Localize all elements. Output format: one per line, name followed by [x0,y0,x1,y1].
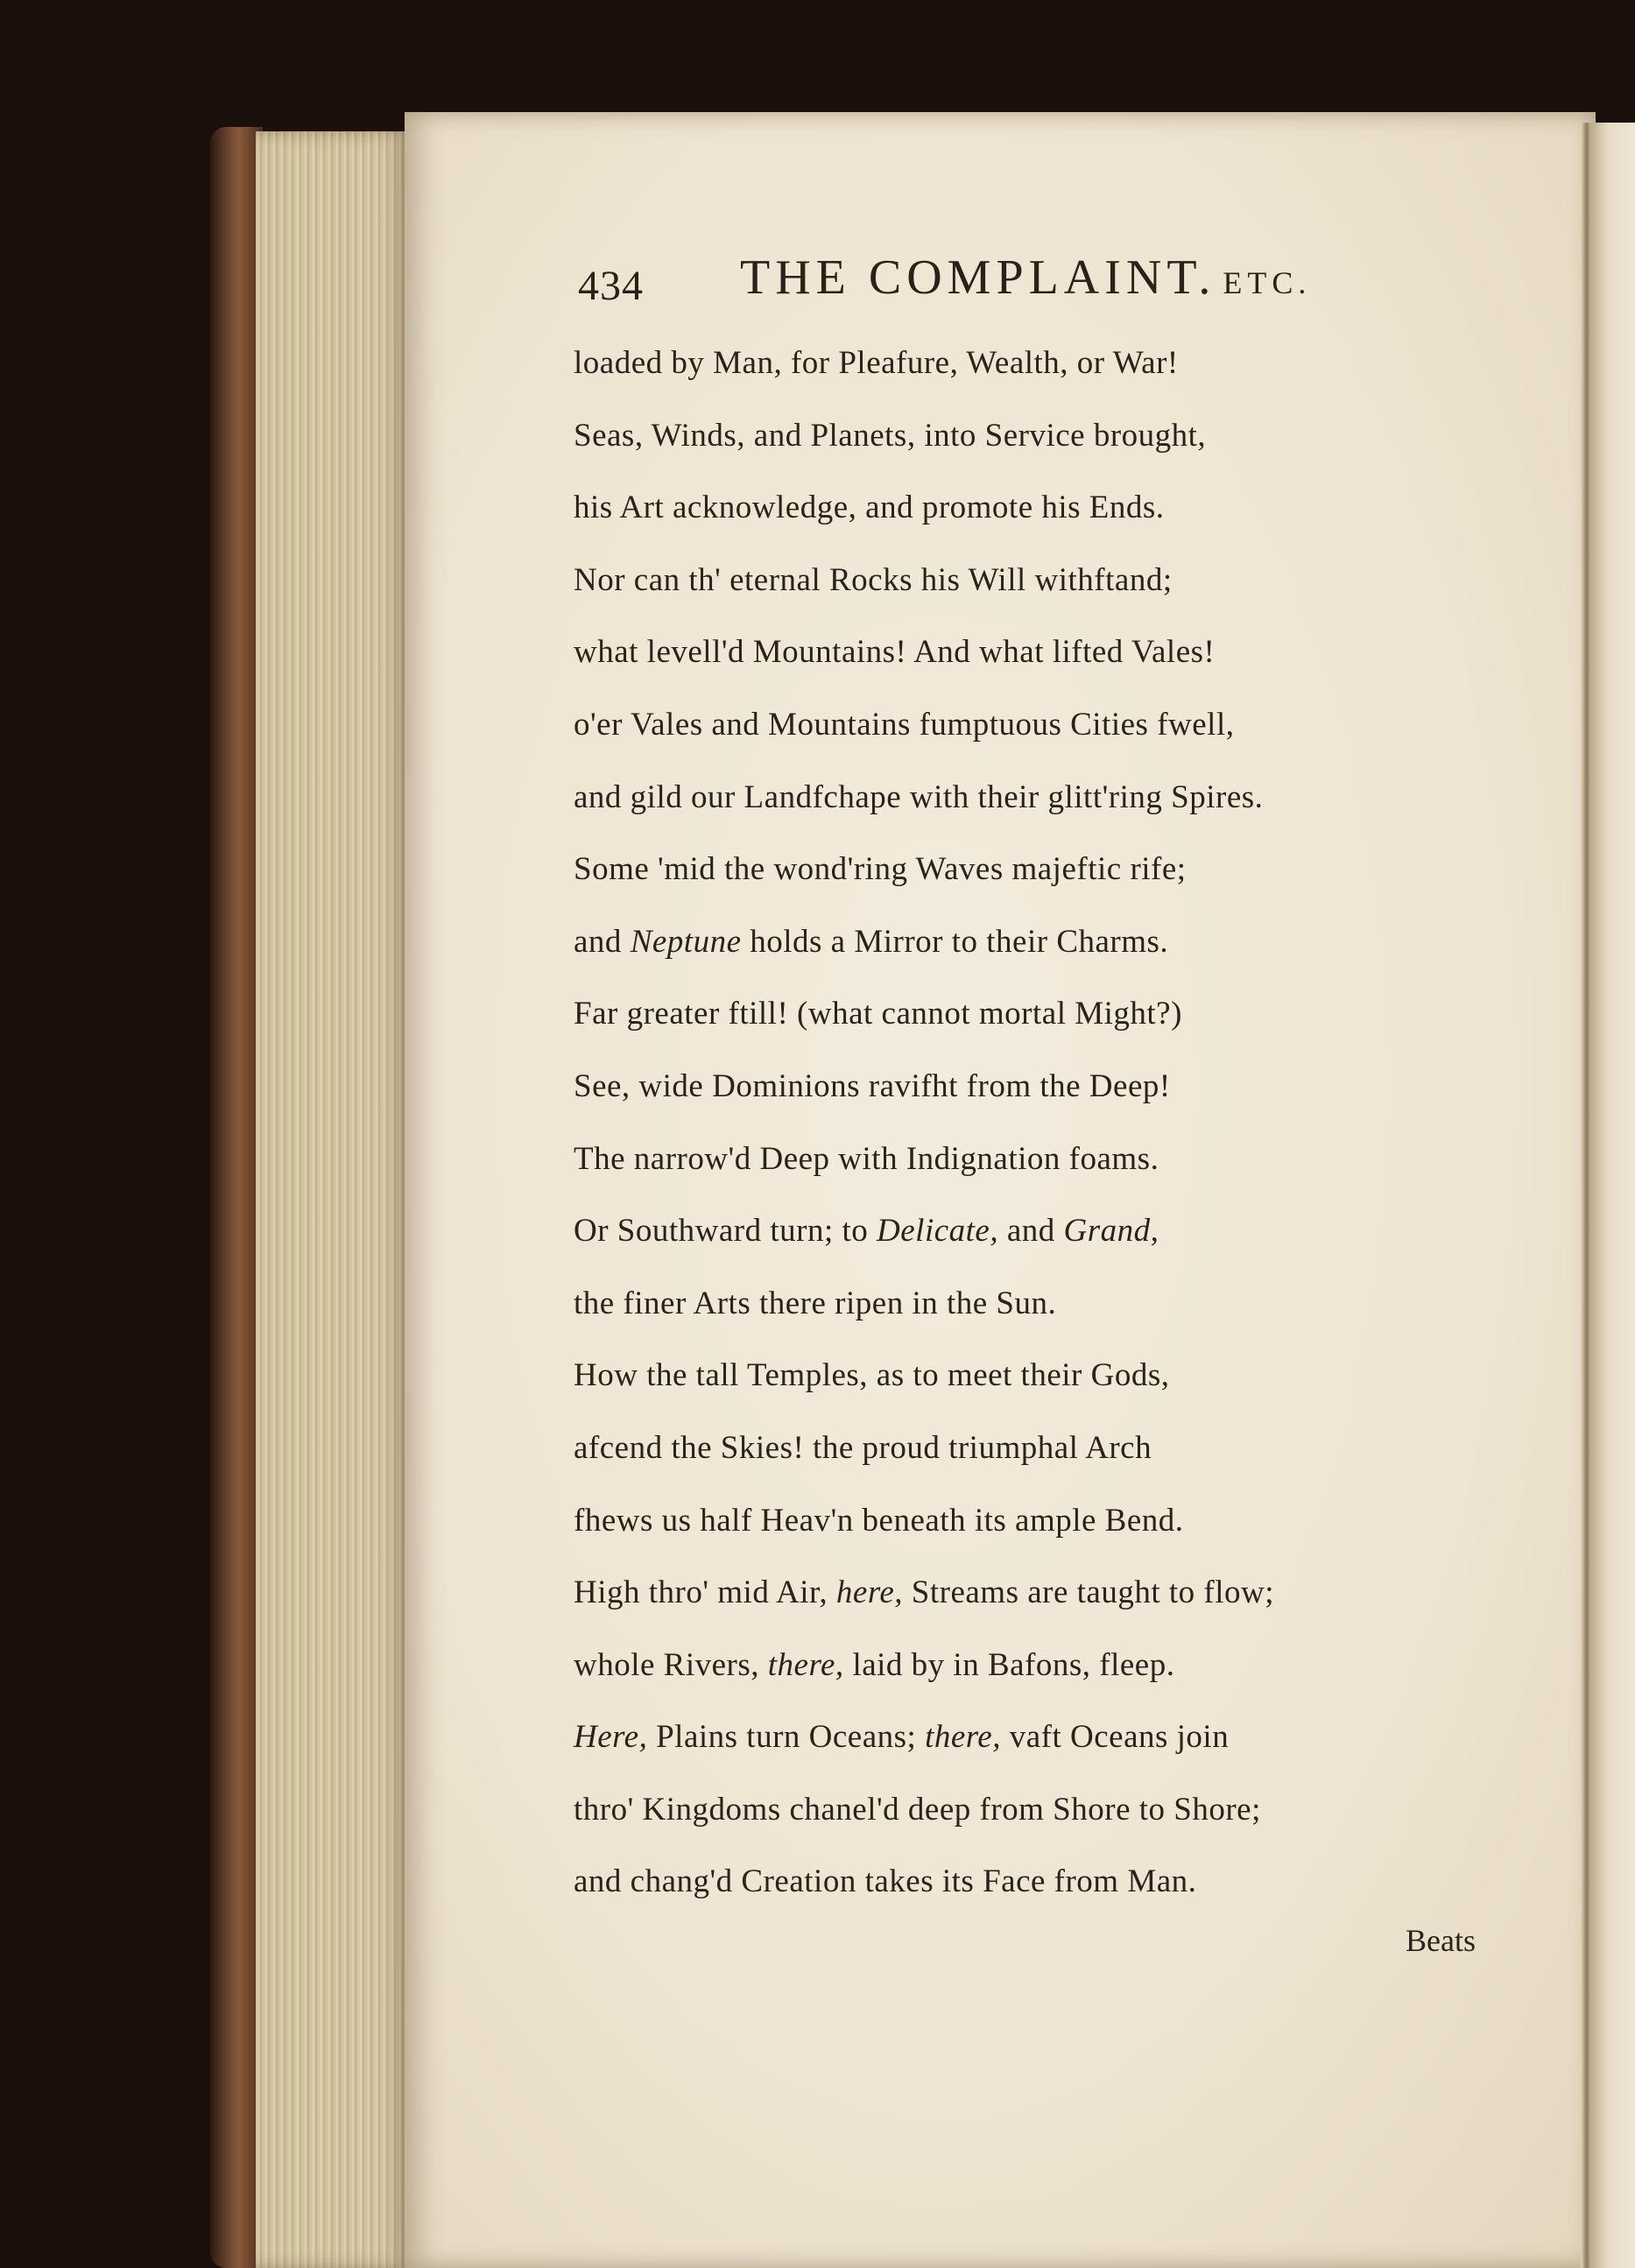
verse-line [574,1133,1449,1206]
verse-line [574,337,1449,410]
verse-line [574,1495,1449,1567]
verse-line [574,1422,1449,1495]
verse-line [574,771,1449,844]
line-text: Some 'mid the wond'ring Waves majeftic rife; [574,851,1187,888]
line-text: High thro' mid Air, [574,1574,836,1611]
running-header [578,250,1366,320]
verse-line [574,699,1449,771]
line-text: How the tall Temples, as to meet their Gods, [574,1357,1170,1394]
line-text: his Art acknowledge, and promote his Ends. [574,490,1165,526]
line-text: Seas, Winds, and Planets, into Service brought, [574,417,1207,454]
line-text: whole Rivers, [574,1646,768,1683]
catchword: Beats [1406,1923,1476,1958]
line-text: and [574,923,631,960]
line-text: loaded by Man, for Pleafure, Wealth, or War! [574,345,1179,381]
title-text: THE COMPLAINT. [740,250,1216,305]
italic-text: there, [925,1719,1001,1756]
line-text: See, wide Dominions ravifht from the Deep! [574,1067,1171,1104]
title-suffix: ETC. [1223,265,1312,300]
verse-line [574,1567,1449,1639]
line-text: laid by in Bafons, fleep. [843,1646,1175,1683]
page-number: 434 [578,263,644,309]
line-text: afcend the Skies! the proud triumphal Arch [574,1429,1152,1466]
line-text: and chang'd Creation takes its Face from Man. [574,1863,1197,1900]
verse-line [574,626,1449,699]
italic-text: Here, [574,1719,648,1756]
verse-line [574,1349,1449,1422]
line-text: Far greater ftill! (what cannot mortal Might?) [574,996,1182,1032]
verse-line [574,554,1449,627]
line-text: vaft Oceans join [1000,1719,1230,1756]
line-text: Plains turn Oceans; [647,1719,926,1756]
verse-line [574,843,1449,916]
poem-text [574,337,1449,1928]
page-edges [256,131,409,2268]
running-title [740,250,1311,306]
facing-page [1589,123,1635,2268]
verse-line [574,1784,1449,1856]
italic-text: Delicate, [877,1213,999,1250]
verse-line [574,1856,1449,1928]
italic-text: there, [767,1646,844,1683]
line-text: The narrow'd Deep with Indignation foams. [574,1140,1159,1177]
italic-text: Neptune [630,923,742,960]
verse-line [574,482,1449,554]
line-text: fhews us half Heav'n beneath its ample Bend. [574,1502,1184,1539]
verse-line [574,410,1449,482]
verse-line [574,916,1449,989]
line-text: o'er Vales and Mountains fumptuous Cities fwell, [574,706,1235,743]
line-text: the finer Arts there ripen in the Sun. [574,1285,1057,1321]
line-text: holds a Mirror to their Charms. [741,923,1169,960]
book-cover [210,127,263,2268]
verse-line [574,1278,1449,1350]
verse-line [574,988,1449,1060]
line-text: and gild our Landfchape with their glitt'ring Spires. [574,778,1264,815]
italic-text: here, [835,1574,904,1611]
verse-line [574,1205,1449,1278]
line-text: thro' Kingdoms chanel'd deep from Shore to Shore; [574,1791,1261,1828]
italic-text: Grand, [1063,1213,1159,1250]
line-text: Or Southward turn; to [574,1213,877,1250]
line-text: what levell'd Mountains! And what lifted Vales! [574,634,1216,671]
line-text: Nor can th' eternal Rocks his Will withftand; [574,561,1173,598]
line-text: and [998,1213,1064,1250]
verse-line [574,1639,1449,1712]
verse-line [574,1711,1449,1784]
verse-line [574,1060,1449,1133]
line-text: Streams are taught to flow; [903,1574,1274,1611]
